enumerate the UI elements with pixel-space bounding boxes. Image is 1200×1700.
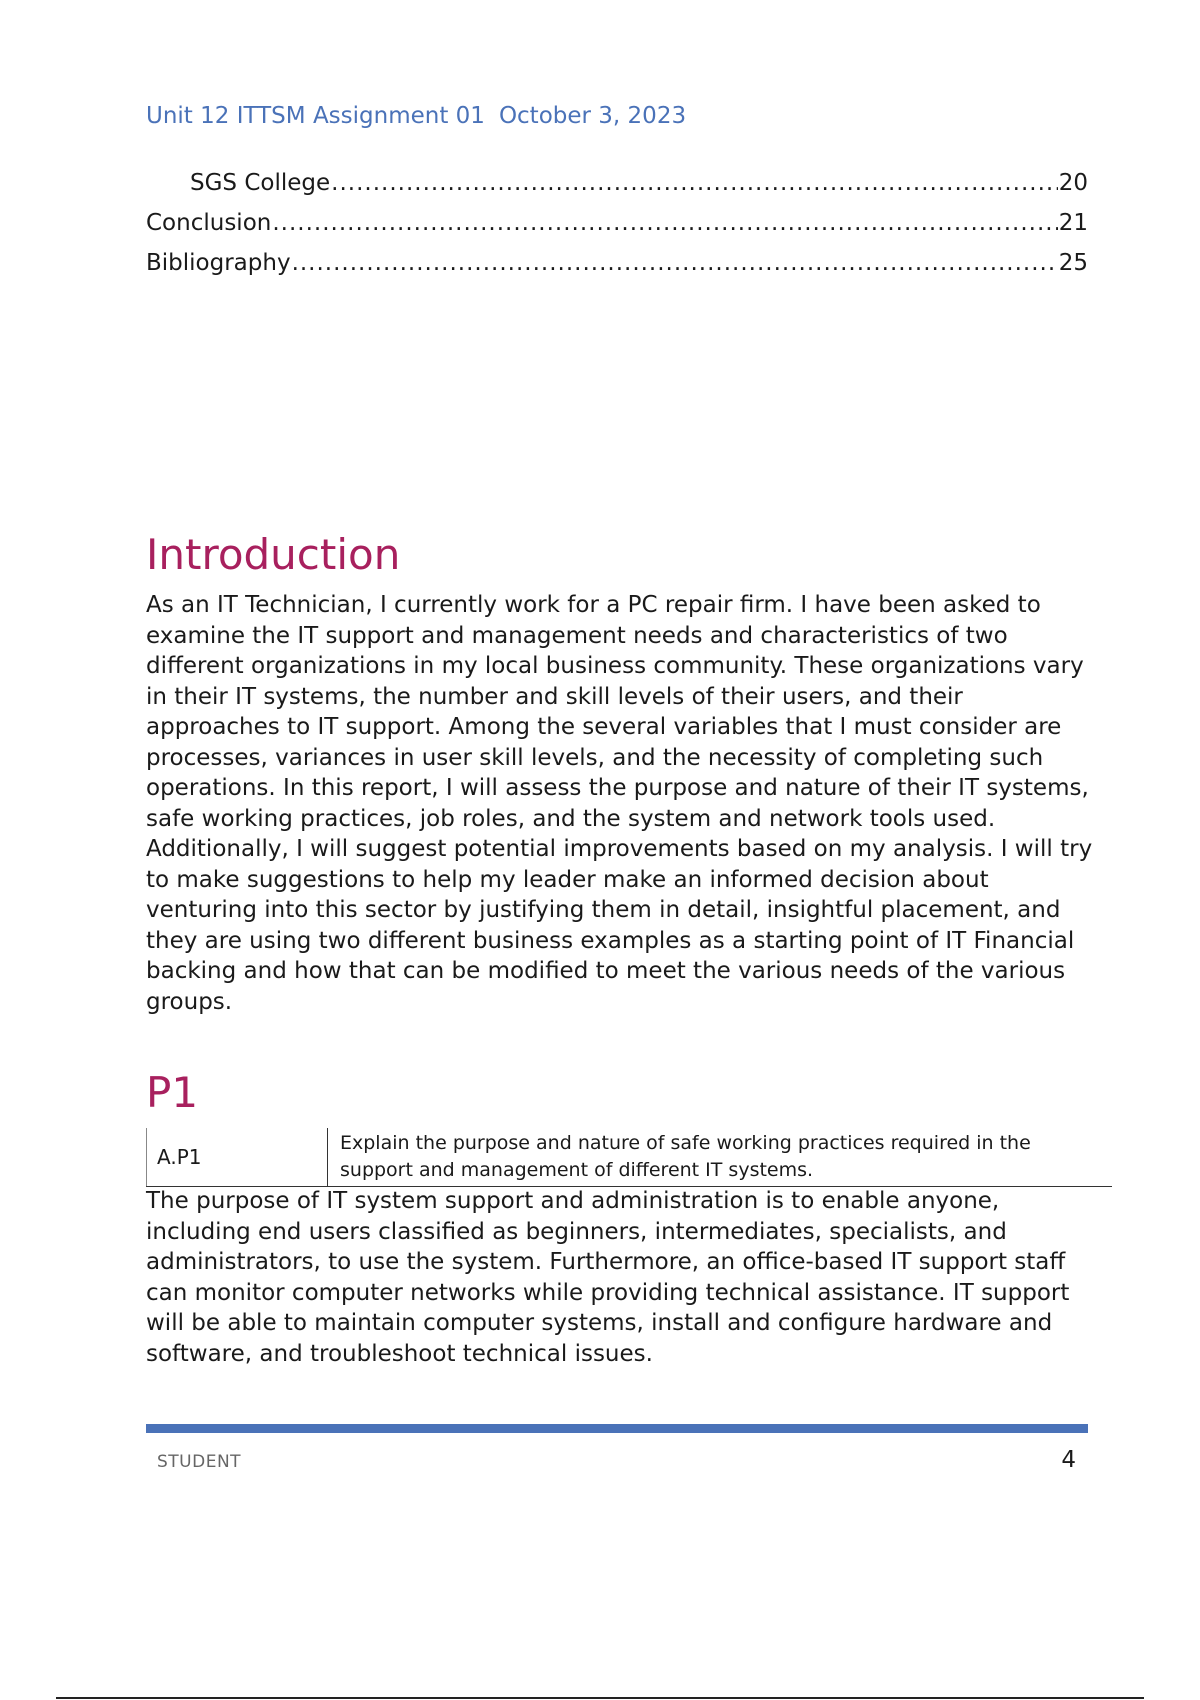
toc-entry-sgs-college[interactable] [146, 163, 1088, 203]
toc-leader-dots [272, 203, 1057, 243]
toc-entry-conclusion[interactable] [146, 203, 1088, 243]
toc-entry-page: 25 [1058, 250, 1088, 276]
document-date: October 3, 2023 [498, 103, 687, 129]
running-header [146, 103, 686, 129]
footer-divider [146, 1424, 1088, 1433]
toc-entry-label: SGS College [190, 170, 331, 196]
toc-entry-bibliography[interactable] [146, 243, 1088, 283]
introduction-paragraph: As an IT Technician, I currently work for a PC repair firm. I have been asked to examine the IT support and management needs and characteristics of two different organizations in my local business community. These organizations vary in their IT systems, the number and skill levels of their users, and their approaches to IT support. Among the several variables that I must consider are processes, variances in user skill levels, and the necessity of completing such operations. In this report, I will assess the purpose and nature of their IT systems, safe working practices, job roles, and the system and network tools used. Additionally, I will suggest potential improvements based on my analysis. I will try to make suggestions to help my leader make an informed decision about venturing into this sector by justifying them in detail, insightful placement, and they are using two different business examples as a starting point of IT Financial backing and how that can be modified to meet the various needs of the various groups. [146, 592, 1093, 1015]
criteria-code: A.P1 [146, 1128, 328, 1186]
toc-entry-page: 21 [1058, 210, 1088, 236]
page-edge-line [56, 1697, 1144, 1699]
criteria-table [146, 1128, 1112, 1187]
toc-leader-dots [331, 163, 1058, 203]
page-number: 4 [1061, 1447, 1076, 1473]
introduction-heading: Introduction [146, 530, 401, 579]
document-title: Unit 12 ITTSM Assignment 01 [146, 103, 485, 129]
p1-paragraph: The purpose of IT system support and administration is to enable anyone, including end users classified as beginners, intermediates, specialists, and administrators, to use the system. Furthermore, an office-based IT support staff can monitor computer networks while providing technical assistance. IT support will be able to maintain computer systems, install and configure hardware and software, and troubleshoot technical issues. [146, 1188, 1070, 1367]
toc-leader-dots [292, 243, 1058, 283]
toc-entry-label: Conclusion [146, 210, 272, 236]
toc-entry-label: Bibliography [146, 250, 291, 276]
criteria-description: Explain the purpose and nature of safe working practices required in the support and management of different IT systems. [340, 1132, 1031, 1181]
footer-author: STUDENT [157, 1452, 242, 1472]
table-of-contents [146, 163, 1088, 283]
toc-entry-page: 20 [1058, 170, 1088, 196]
p1-heading: P1 [146, 1068, 199, 1117]
